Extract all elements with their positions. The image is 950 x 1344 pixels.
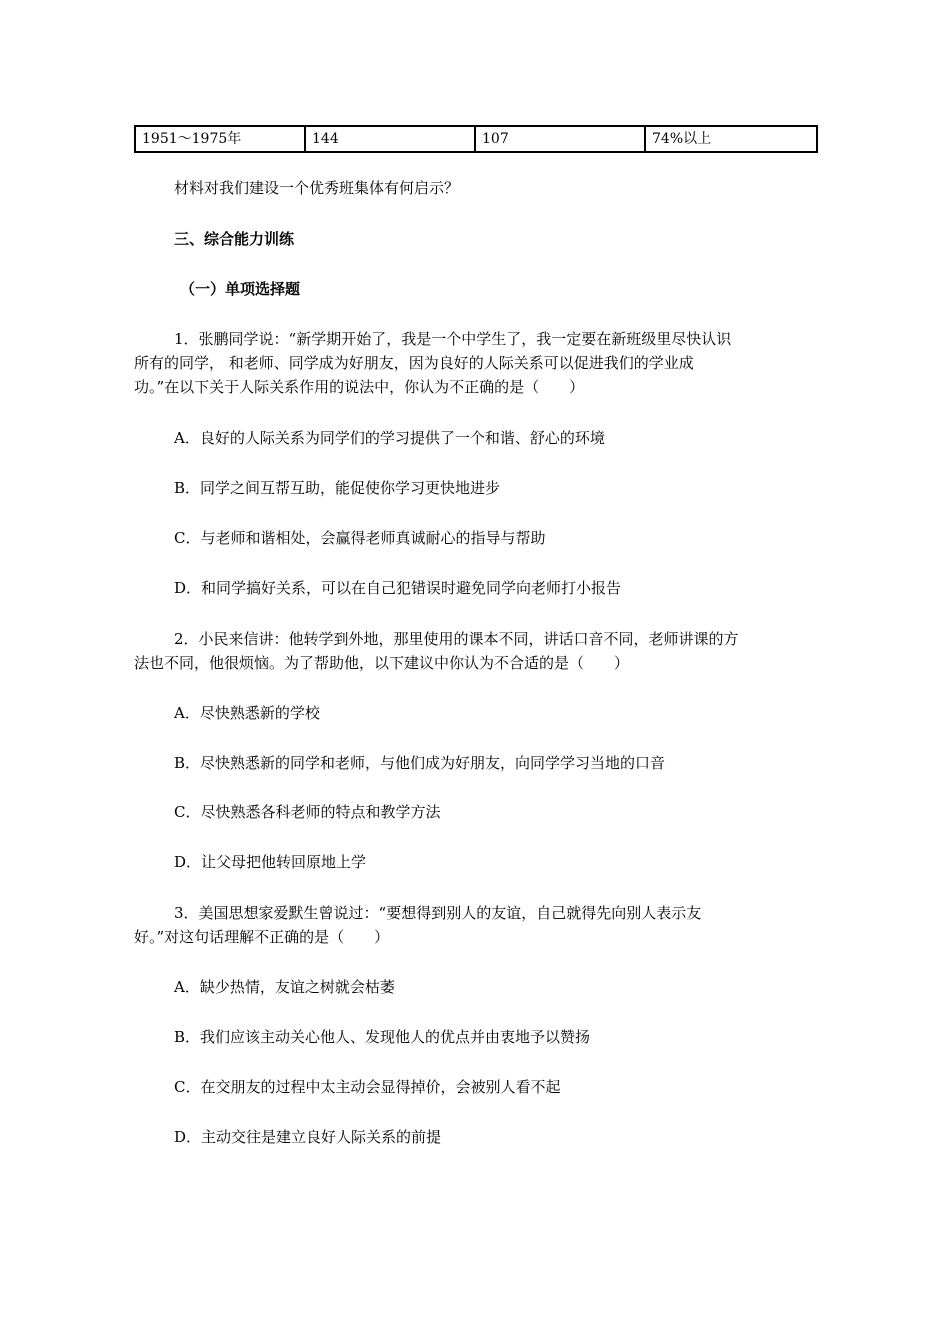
question-1-line-3: 功。”在以下关于人际关系作用的说法中，你认为不正确的是（ ） xyxy=(134,378,585,396)
table-cell-percent: 74%以上 xyxy=(645,126,817,152)
question-3-line-1: 3．美国思想家爱默生曾说过：“要想得到别人的友谊，自己就得先向别人表示友 xyxy=(174,904,702,922)
question-2-option-d: D．让父母把他转回原地上学 xyxy=(174,853,367,871)
question-1-option-a: A．良好的人际关系为同学们的学习提供了一个和谐、舒心的环境 xyxy=(174,429,605,447)
question-3-option-c: C．在交朋友的过程中太主动会显得掉价，会被别人看不起 xyxy=(174,1078,561,1096)
question-2-option-c: C．尽快熟悉各科老师的特点和教学方法 xyxy=(174,803,441,821)
question-1-option-b: B．同学之间互帮互助，能促使你学习更快地进步 xyxy=(174,479,501,497)
question-3-option-a: A．缺少热情，友谊之树就会枯萎 xyxy=(174,978,395,996)
question-3-option-b: B．我们应该主动关心他人、发现他人的优点并由衷地予以赞扬 xyxy=(174,1028,591,1046)
question-3-line-2: 好。”对这句话理解不正确的是（ ） xyxy=(134,928,390,946)
question-2-option-b: B．尽快熟悉新的同学和老师，与他们成为好朋友，向同学学习当地的口音 xyxy=(174,754,666,772)
question-1-option-c: C．与老师和谐相处，会赢得老师真诚耐心的指导与帮助 xyxy=(174,529,546,547)
material-prompt: 材料对我们建设一个优秀班集体有何启示？ xyxy=(174,179,460,197)
subsection-heading: （一）单项选择题 xyxy=(180,280,301,298)
data-table xyxy=(134,125,818,153)
section-heading: 三、综合能力训练 xyxy=(174,230,295,248)
question-1-line-2: 所有的同学， 和老师、同学成为好朋友，因为良好的人际关系可以促进我们的学业成 xyxy=(134,354,694,372)
question-2-line-2: 法也不同，他很烦恼。为了帮助他，以下建议中你认为不合适的是（ ） xyxy=(134,654,630,672)
question-1-option-d: D．和同学搞好关系，可以在自己犯错误时避免同学向老师打小报告 xyxy=(174,579,622,597)
table-row xyxy=(135,126,817,152)
table-cell-value-2: 107 xyxy=(475,126,645,152)
table-cell-value-1: 144 xyxy=(305,126,475,152)
question-2-line-1: 2．小民来信讲：他转学到外地，那里使用的课本不同，讲话口音不同，老师讲课的方 xyxy=(174,630,739,648)
question-2-option-a: A．尽快熟悉新的学校 xyxy=(174,704,320,722)
table-cell-period: 1951～1975年 xyxy=(135,126,305,152)
question-1-line-1: 1．张鹏同学说：“新学期开始了，我是一个中学生了，我一定要在新班级里尽快认识 xyxy=(174,330,732,348)
question-3-option-d: D．主动交往是建立良好人际关系的前提 xyxy=(174,1128,442,1146)
